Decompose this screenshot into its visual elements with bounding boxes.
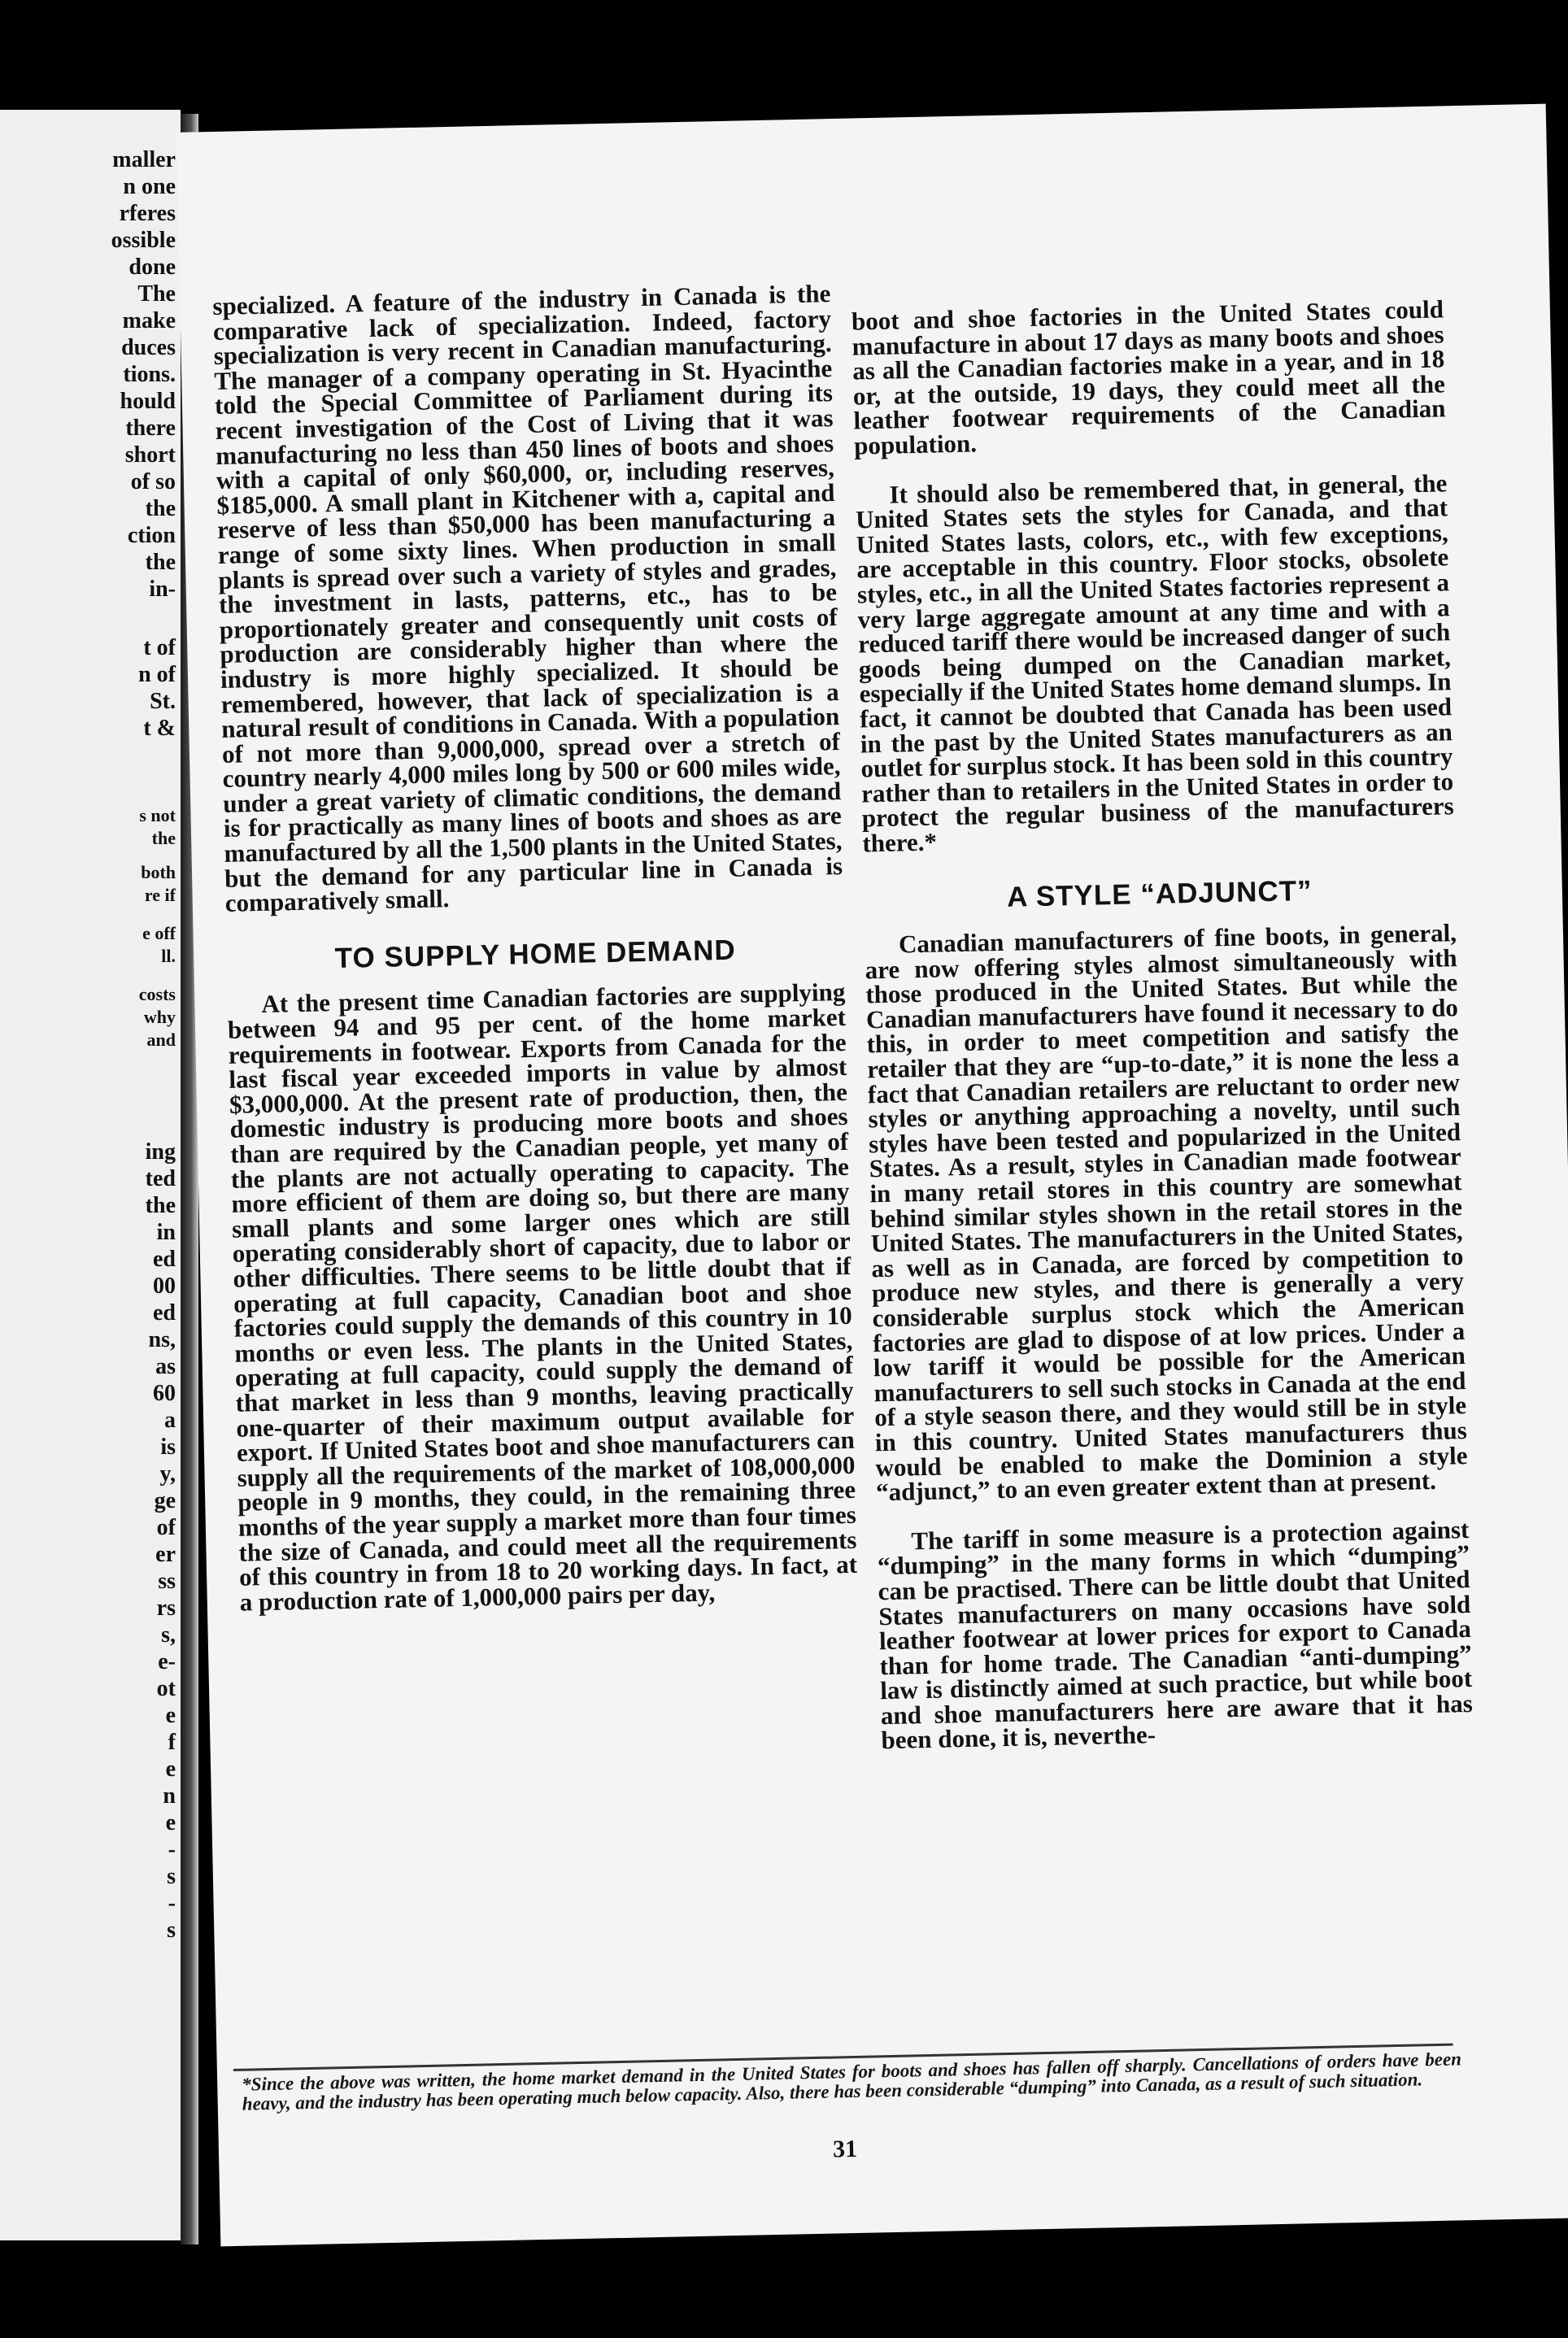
previous-page-fragment: e	[165, 1703, 176, 1728]
previous-page-fragment: costs	[138, 984, 176, 1004]
right-paragraph-1: boot and shoe factories in the United States could manufacture in about 17 days as many boots and shoes as all the Canadian factories make in a year, and in 18 or, at the outside, 19 days, they could meet all the leather footwear requirements of the Canadian population.	[851, 294, 1446, 460]
previous-page-fragment: the	[145, 496, 176, 521]
previous-page-fragment: the	[151, 828, 176, 848]
previous-page-fragment: hould	[120, 389, 176, 414]
previous-page-fragment: ss	[158, 1569, 176, 1594]
previous-page-fragment: a	[164, 1408, 176, 1433]
previous-page-fragment: 00	[153, 1273, 176, 1299]
section-heading-style-adjunct: A STYLE “ADJUNCT”	[1006, 875, 1313, 914]
previous-page-fragment: is	[160, 1435, 176, 1460]
right-paragraph-3: Canadian manufacturers of fine boots, in general, are now offering styles almost simultaneously with those produced in the United States. But while the Canadian manufacturers have found it necessary to do this, in order to meet competition and satisfy the retailer that they are “up-to-date,” it is none the less a fact that Canadian retailers are reluctant to order new styles or anything approaching a novelty, until such styles have been tested and popularized in the United States. As a result, styles in Canadian made footwear in many retail stores in this country are somewhat behind similar styles shown in the retail stores in the United States. The manufacturers in the United States, as well as in Canada, are forced by competition to produce new styles, and there is generally a very considerable surplus stock which the American factories are glad to dispose of at low prices. Under a low tariff it would be possible for the American manufacturers to sell such stocks in Canada at the end of a style season there, and they would still be in style in this country. United States manufacturers thus would be enabled to make the Dominion a style “adjunct,” to an even greater extent than at present.	[865, 918, 1468, 1507]
previous-page-fragment: why	[143, 1007, 176, 1027]
section-heading-supply-home-demand: TO SUPPLY HOME DEMAND	[334, 934, 737, 974]
previous-page-edge	[0, 110, 181, 2240]
previous-page-fragment: of	[156, 1515, 176, 1540]
previous-page-fragment: ing	[145, 1139, 176, 1165]
previous-page-fragment: short	[124, 442, 176, 468]
previous-page-fragment: ed	[153, 1300, 176, 1326]
previous-page-fragment: tions.	[123, 362, 176, 387]
right-column	[851, 294, 1474, 1778]
previous-page-fragment: the	[145, 1193, 176, 1218]
left-paragraph-1: specialized. A feature of the industry in Canada is the comparative lack of specialization. Indeed, factory specialization is very recent in Canadian manufacturing. The manager of a company operating in St. Hyacinthe told the Special Committee of Parliament during its recent investigation of the Cost of Living that it was manufacturing no less than 450 lines of boots and shoes with a capital of only $60,000, or, including reserves, $185,000. A small plant in Kitchener with a, capital and reserve of less than $50,000 has been manufacturing a range of some sixty lines. When production in small plants is spread over such a variety of styles and grades, the investment in lasts, patterns, etc., has to be proportionately greater and consequently unit costs of production are considerably higher than where the industry is more highly specialized. It should be remembered, however, that lack of specialization is a natural result of conditions in Canada. With a population of not more than 9,000,000, spread over a stretch of country nearly 4,000 miles long by 500 or 600 miles wide, under a great variety of climatic conditions, the demand is for practically as many lines of boots and shoes as are manufactured by all the 1,500 plants in the United States, but the demand for any particular line in Canada is comparatively small.	[212, 279, 843, 918]
previous-page-fragment: e off	[142, 923, 176, 943]
previous-page-fragment: re if	[144, 885, 176, 905]
previous-page-fragment: rferes	[119, 201, 176, 226]
previous-page-fragment: s	[167, 1864, 176, 1889]
previous-page-fragment: 60	[153, 1381, 176, 1406]
previous-page-fragment: e	[165, 1810, 176, 1835]
previous-page-fragment: t of	[143, 635, 176, 660]
previous-page-fragment: t &	[143, 716, 176, 741]
previous-page-fragment: and	[146, 1030, 176, 1050]
page-number: 31	[832, 2135, 858, 2163]
previous-page-fragment: s,	[161, 1622, 176, 1648]
previous-page-fragment: as	[155, 1354, 176, 1379]
previous-page-fragment: done	[128, 255, 176, 280]
previous-page-fragment: ed	[153, 1247, 176, 1272]
document-page	[176, 104, 1568, 2247]
previous-page-fragment: ns,	[148, 1327, 176, 1352]
previous-page-fragment: s	[167, 1918, 176, 1943]
previous-page-fragment: n one	[123, 174, 176, 199]
previous-page-fragment: -	[168, 1891, 176, 1916]
previous-page-fragment: n of	[138, 662, 176, 687]
previous-page-fragment: s not	[139, 805, 176, 825]
previous-page-fragment: er	[155, 1542, 176, 1567]
previous-page-fragment: in-	[149, 577, 176, 602]
previous-page-fragment: ot	[156, 1676, 176, 1701]
previous-page-fragment: in	[156, 1220, 176, 1245]
right-paragraph-2: It should also be remembered that, in general, the United States sets the styles for Canada, and that United States lasts, colors, etc., with few exceptions, are acceptable in this country. Floor stocks, obsolete styles, etc., in all the United States factories represent a very large aggregate amount at any time and with a reduced tariff there would be increased danger of such goods being dumped on the Canadian market, especially if the United States home demand slumps. In fact, it cannot be doubted that Canada has been used in the past by the United States manufacturers as an outlet for surplus stock. It has been sold in this country rather than to retailers in the United States in order to protect the regular business of the manufacturers there.*	[855, 468, 1455, 858]
previous-page-fragment: ge	[154, 1488, 176, 1513]
previous-page-fragment: make	[122, 308, 176, 333]
previous-page-fragment: ction	[127, 523, 176, 548]
previous-page-fragment: of so	[130, 469, 176, 494]
previous-page-fragment: y,	[159, 1461, 176, 1487]
previous-page-fragment: rs	[156, 1596, 176, 1621]
previous-page-fragment: the	[145, 550, 176, 575]
previous-page-fragment: both	[141, 862, 176, 882]
right-paragraph-4: The tariff in some measure is a protection against “dumping” in the many forms in which “dumping” can be practised. There can be little doubt that United States manufacturers on many occasions have sold leather footwear at lower prices for export to Canada than for home trade. The Canadian “anti-dumping” law is distinctly aimed at such practice, but while boot and shoe manufacturers here are aware that it has been done, it is, neverthe-	[877, 1514, 1474, 1755]
previous-page-fragment: duces	[121, 335, 176, 360]
previous-page-fragment: ossible	[111, 228, 176, 253]
previous-page-fragment: there	[125, 416, 176, 441]
previous-page-fragment: e-	[158, 1649, 176, 1674]
previous-page-fragment: St.	[150, 689, 176, 714]
previous-page-fragment: e	[165, 1757, 176, 1782]
previous-page-fragment: -	[168, 1837, 176, 1862]
left-paragraph-2: At the present time Canadian factories are supplying between 94 and 95 per cent. of the home market requirements in footwear. Exports from Canada for the last fiscal year exceeded imports in value by almost $3,000,000. At the present rate of production, then, the domestic industry is producing more boots and shoes than are required by the Canadian people, yet many of the plants are not actually operating to capacity. The more efficient of them are doing so, but there are many small plants and some larger ones which are still operating considerably short of capacity, due to labor or other difficulties. There seems to be little doubt that if operating at full capacity, Canadian boot and shoe factories could supply the demands of this country in 10 months or even less. The plants in the United States, operating at full capacity, could supply the demand of that market in less than 9 months, leaving practically one-quarter of their maximum output available for export. If United States boot and shoe manufacturers can supply all the requirements of the market of 108,000,000 people in 9 months, they could, in the remaining three months of the year supply a market more than four times the size of Canada, and could meet all the requirements of this country in from 18 to 20 working days. In fact, at a production rate of 1,000,000 pairs per day,	[227, 977, 858, 1617]
footnote: *Since the above was written, the home market demand in the United States for boots and shoes has fallen off sharply. Cancellations of orders have been heavy, and the industry has been operating much below capacity. Also, there has been considerable “dumping” into Canada, as a result of such situation.	[241, 2048, 1462, 2114]
previous-page-fragment: f	[168, 1730, 176, 1755]
previous-page-fragment: n	[163, 1783, 176, 1809]
previous-page-fragment: The	[137, 281, 176, 307]
left-column	[212, 281, 858, 1639]
previous-page-fragment: ll.	[161, 946, 176, 966]
previous-page-fragment: ted	[145, 1166, 176, 1191]
previous-page-fragment: maller	[112, 147, 176, 172]
